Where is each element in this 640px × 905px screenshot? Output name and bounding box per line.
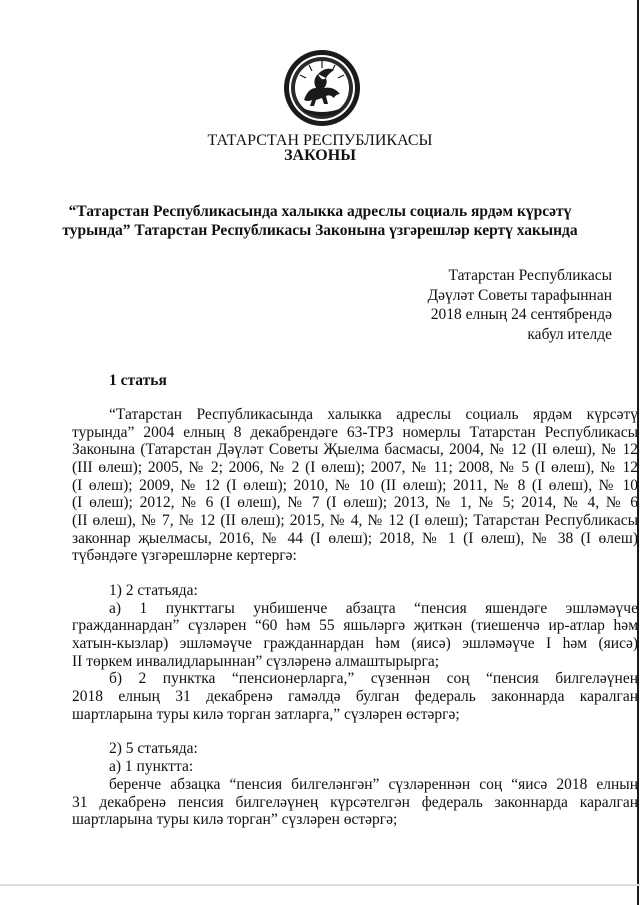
adoption-line: кабул ителде — [527, 325, 612, 343]
body-line: Законына (Татарстан Дәүләт Советы Җыелма басмасы, 2004, № 12 (II өлеш), № 12 — [72, 441, 638, 458]
body-line: (I өлеш); 2009, № 12 (I өлеш); 2010, № 10 (II өлеш); 2011, № 8 (I өлеш), № 10 — [72, 477, 638, 494]
body-line: (II өлеш), № 7, № 12 (II өлеш); 2015, № 4, № 12 (I өлеш); Татарстан Республикасы — [72, 512, 638, 529]
law-title-line: турында” Татарстан Республикасы Законына үзгәрешләр кертү хакында — [62, 222, 578, 239]
body-line: а) 1 пункттагы унбишенче абзацта “пенсия яшендәге эшләмәүче — [109, 600, 638, 617]
body-line: 2018 елның 31 декабренә гамәлдә булган федераль законнарда каралган — [72, 688, 638, 705]
body-line: II төркем инвалидларыннан” сүзләренә алмаштырырга; — [72, 653, 440, 670]
adoption-note — [428, 266, 612, 344]
body-line: түбәндәге үзгәрешләрне кертергә: — [72, 547, 297, 564]
body-line: беренче абзацка “пенсия билгеләнгән” сүзләреннән соң “яисә 2018 елның — [109, 776, 638, 793]
body-line: турында” 2004 елның 8 декабрендәге 63-ТРЗ номерлы Татарстан Республикасы — [72, 424, 638, 441]
item-heading: 2) 5 статьяда: — [109, 740, 198, 757]
body-line: б) 2 пунктка “пенсионерларга,” сүзеннән соң “пенсия билгеләүнең — [109, 670, 638, 687]
body-line: шартларына туры килә торган затларга,” сүзләрен өстәргә; — [72, 706, 460, 723]
item-subheading: а) 1 пунктта: — [109, 758, 194, 775]
body-line: хатын-кызлар) эшләмәүче гражданнардан һәм (яисә) эшләмәүче I һәм (яисә) — [72, 635, 638, 652]
document-type: ЗАКОНЫ — [284, 147, 356, 164]
adoption-line: 2018 елның 24 сентябрендә — [430, 306, 612, 323]
body-line: шартларына туры килә торган” сүзләрен өстәргә; — [72, 811, 398, 828]
item-heading: 1) 2 статьяда: — [109, 582, 198, 599]
adoption-line: Дәүләт Советы тарафыннан — [427, 286, 612, 304]
body-line: 31 декабренә пенсия билгеләүнең күрсәтелгән федераль законнарда каралган — [72, 794, 638, 811]
body-line: законнар җыелмасы, 2016, № 44 (I өлеш); 2018, № 1 (I өлеш), № 38 (I өлеш) — [72, 530, 638, 547]
law-title-line: “Татарстан Республикасында халыкка адреслы социаль ярдәм күрсәтү — [68, 203, 572, 220]
republic-name: ТАТАРСТАН РЕСПУБЛИКАСЫ — [207, 132, 433, 149]
adoption-line: Татарстан Республикасы — [448, 267, 612, 284]
article-heading: 1 статья — [109, 372, 167, 389]
law-title — [0, 202, 640, 240]
body-line: “Татарстан Республикасында халыкка адреслы социаль ярдәм күрсәтү — [109, 406, 638, 423]
body-line: гражданнардан” сүзләрен “60 һәм 55 яшьләргә җиткән (тиешенчә ир-атлар һәм — [72, 617, 638, 634]
body-line: (III өлеш); 2005, № 2; 2006, № 2 (I өлеш); 2007, № 11; 2008, № 5 (I өлеш), № 12 — [72, 459, 638, 476]
body-line: (I өлеш); 2012, № 6 (I өлеш), № 7 (I өлеш); 2013, № 1, № 5; 2014, № 4, № 6 — [72, 494, 638, 511]
coat-of-arms-emblem — [282, 48, 362, 128]
scan-bottom-line — [0, 884, 640, 886]
tatarstan-coat-of-arms-icon — [282, 48, 362, 128]
